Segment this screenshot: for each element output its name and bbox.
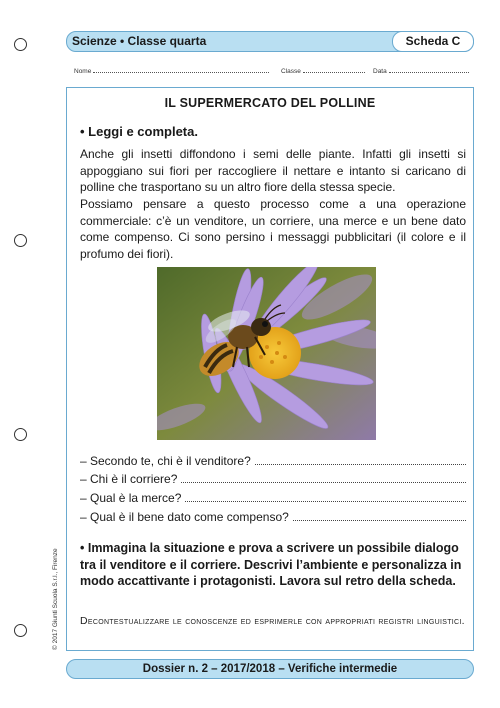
writing-task: • Immagina la situazione e prova a scrivere un possibile dialogo tra il venditore e il corriere. Descrivi l’ambiente e personalizza in modo accattivante i protagonisti. Lavora sul retro della scheda. (80, 541, 462, 589)
binder-hole-3 (14, 428, 27, 441)
paragraph-commerce: Possiamo pensare a questo processo come a una operazione commerciale: c’è un venditore, un corriere, una merce e un bene dato come compenso. Ci sono persino i messaggi pubblicitari (il colore e il profumo dei fiori). (80, 197, 466, 261)
paragraph-intro: Anche gli insetti diffondono i semi delle piante. Infatti gli insetti si appoggiano sui fiori per raccogliere il nettare e intanto si caricano di polline che trasportano su un altro fiore della stessa specie. (80, 147, 466, 195)
question-courier (80, 472, 466, 486)
date-field[interactable] (373, 67, 469, 75)
section-heading-read: • Leggi e completa. (80, 124, 198, 139)
name-field[interactable] (74, 67, 269, 75)
question-goods (80, 491, 466, 505)
binder-hole-4 (14, 624, 27, 637)
question-goods-text: – Qual è la merce? (80, 491, 182, 505)
name-label: Nome (74, 68, 92, 75)
answer-line-seller[interactable] (255, 455, 466, 465)
answer-line-courier[interactable] (181, 473, 466, 483)
copyright-notice: © 2017 Giunti Scuola S.r.l., Firenze (52, 548, 59, 650)
bee-on-flower-image (157, 267, 376, 440)
footer-bar: Dossier n. 2 – 2017/2018 – Verifiche intermedie (66, 659, 474, 679)
question-courier-text: – Chi è il corriere? (80, 472, 178, 486)
answer-line-reward[interactable] (293, 511, 466, 521)
scheda-label: Scheda C (392, 31, 474, 52)
teacher-note: Decontestualizzare le conoscenze ed esprimerle con appropriati registri linguistici. (80, 615, 465, 627)
binder-hole-1 (14, 38, 27, 51)
question-seller (80, 454, 466, 468)
question-seller-text: – Secondo te, chi è il venditore? (80, 454, 251, 468)
header-title: Scienze • Classe quarta (72, 34, 207, 48)
class-label: Classe (281, 68, 301, 75)
question-reward-text: – Qual è il bene dato come compenso? (80, 510, 289, 524)
answer-line-goods[interactable] (185, 492, 466, 502)
binder-hole-2 (14, 234, 27, 247)
question-reward (80, 510, 466, 524)
class-field[interactable] (281, 67, 365, 75)
worksheet-title: IL SUPERMERCATO DEL POLLINE (164, 96, 376, 110)
date-label: Data (373, 68, 387, 75)
